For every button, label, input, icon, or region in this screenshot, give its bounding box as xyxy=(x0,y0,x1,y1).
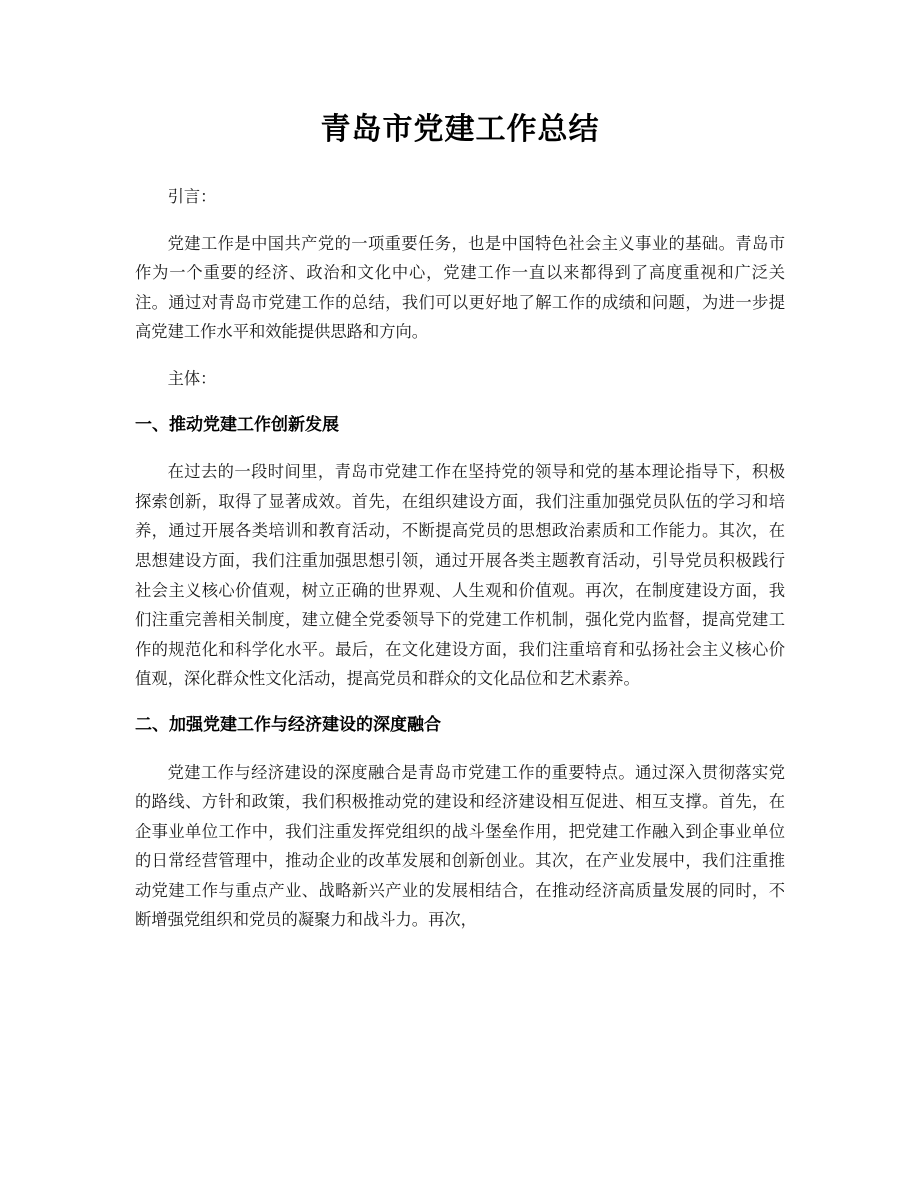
section-heading-2: 二、加强党建工作与经济建设的深度融合 xyxy=(135,714,441,735)
intro-label: 引言： xyxy=(167,187,217,206)
section-heading-1: 一、推动党建工作创新发展 xyxy=(135,414,339,435)
body-label: 主体： xyxy=(167,368,217,388)
document-title: 青岛市党建工作总结 xyxy=(320,112,600,147)
section-paragraph-1: 在过去的一段时间里，青岛市党建工作在坚持党的领导和党的基本理论指导下，积极探索创新，取得了显著成效。首先，在组织建设方面，我们注重加强党员队伍的学习和培养，通过开展各类培训和教育活动，不断提高党员的思想政治素质和工作能力。其次，在思想建设方面，我们注重加强思想引领，通过开展各类主题教育活动，引导党员积极践行社会主义核心价值观，树立正确的世界观、人生观和价值观。再次，在制度建设方面，我们注重完善相关制度，建立健全党委领导下的党建工作机制，强化党内监督，提高党建工作的规范化和科学化水平。最后，在文化建设方面，我们注重培育和弘扬社会主义核心价值观，深化群众性文化活动，提高党员和群众的文化品位和艺术素养。 xyxy=(135,462,785,689)
intro-paragraph: 党建工作是中国共产党的一项重要任务，也是中国特色社会主义事业的基础。青岛市作为一个重要的经济、政治和文化中心，党建工作一直以来都得到了高度重视和广泛关注。通过对青岛市党建工作的总结，我们可以更好地了解工作的成绩和问题，为进一步提高党建工作水平和效能提供思路和方向。 xyxy=(135,233,785,342)
document-body xyxy=(135,182,785,935)
section-paragraph-2: 党建工作与经济建设的深度融合是青岛市党建工作的重要特点。通过深入贯彻落实党的路线、方针和政策，我们积极推动党的建设和经济建设相互促进、相互支撑。首先，在企事业单位工作中，我们注重发挥党组织的战斗堡垒作用，把党建工作融入到企事业单位的日常经营管理中，推动企业的改革发展和创新创业。其次，在产业发展中，我们注重推动党建工作与重点产业、战略新兴产业的发展相结合，在推动经济高质量发展的同时，不断增强党组织和党员的凝聚力和战斗力。再次， xyxy=(135,762,785,930)
